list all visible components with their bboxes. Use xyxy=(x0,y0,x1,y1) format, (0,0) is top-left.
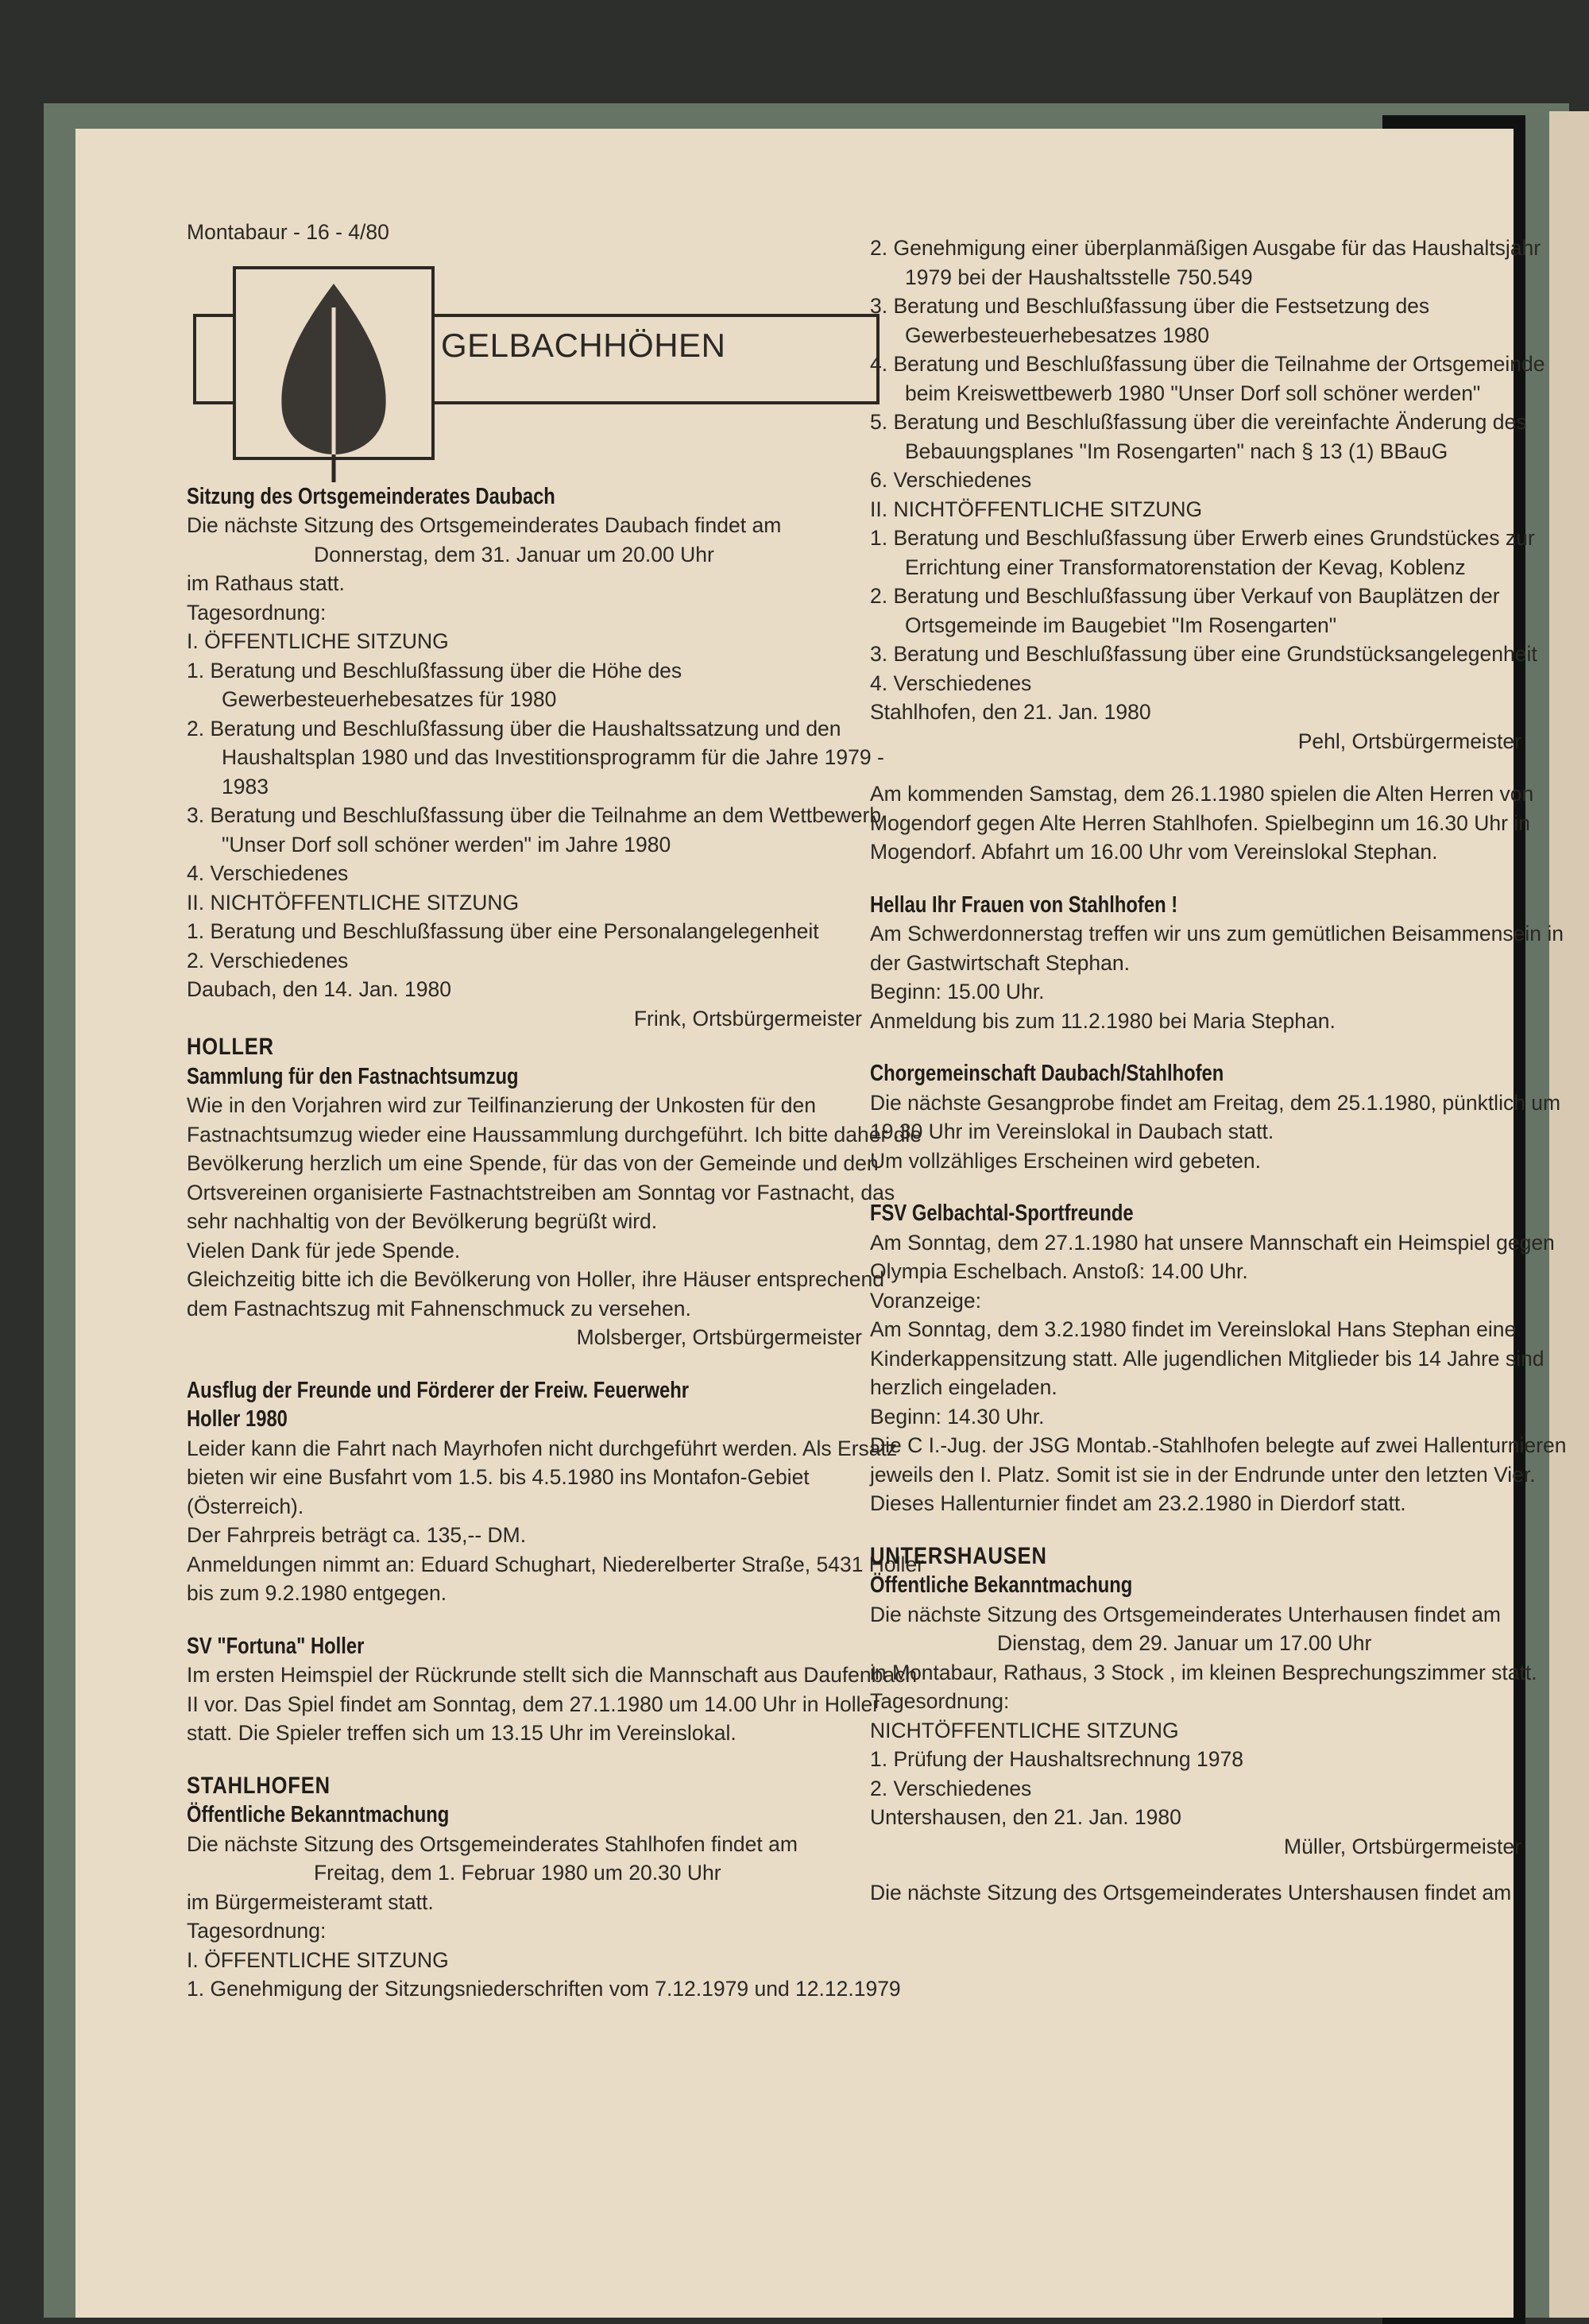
right-column xyxy=(870,234,1585,1908)
alte-herren-text: Am kommenden Samstag, dem 26.1.1980 spielen die Alten Herren von Mogendorf gegen Alte Herren Stahlhofen. Spielbeginn um 16.30 Uhr in Mogendorf. Abfahrt um 16.00 Uhr vom Vereinslokal Stephan. xyxy=(870,782,1534,864)
stahlhofen-heading: STAHLHOFEN xyxy=(187,1772,331,1799)
chor-heading: Chorgemeinschaft Daubach/Stahlhofen xyxy=(870,1061,1224,1086)
untershausen-subheading: Öffentliche Bekanntmachung xyxy=(870,1572,1133,1598)
daubach-place: im Rathaus statt. xyxy=(187,571,345,595)
stahlhofen-subheading: Öffentliche Bekanntmachung xyxy=(187,1802,450,1827)
stahlhofen-intro: Die nächste Sitzung des Ortsgemeinderates Stahlhofen findet am xyxy=(187,1831,798,1856)
list-item: 1. Beratung und Beschlußfassung über die Höhe des Gewerbesteuerhebesatzes für 1980 xyxy=(187,658,682,711)
frauen-registration: Anmeldung bis zum 11.2.1980 bei Maria Stephan. xyxy=(870,1008,1336,1033)
untershausen-next: Die nächste Sitzung des Ortsgemeinderates Untershausen findet am xyxy=(870,1881,1512,1904)
fortuna-heading: SV "Fortuna" Holler xyxy=(187,1633,365,1659)
list-item: 6. Verschiedenes xyxy=(870,468,1032,492)
list-item: 1. Beratung und Beschlußfassung über eine Personalangelegenheit xyxy=(187,919,819,943)
stahlhofen-date: Freitag, dem 1. Februar 1980 um 20.30 Uhr xyxy=(314,1861,721,1885)
list-item: 3. Beratung und Beschlußfassung über die Festsetzung des Gewerbesteuerhebesatzes 1980 xyxy=(870,294,1430,347)
fsv-heading: FSV Gelbachtal-Sportfreunde xyxy=(870,1201,1134,1226)
holler-text2: Gleichzeitig bitte ich die Bevölkerung von Holler, ihre Häuser entsprechend dem Fastnachtszug mit Fahnenschmuck zu versehen. xyxy=(187,1267,884,1321)
daubach-date: Donnerstag, dem 31. Januar um 20.00 Uhr xyxy=(314,542,714,566)
fsv-text2: Am Sonntag, dem 3.2.1980 findet im Vereinslokal Hans Stephan eine Kinderkappensitzung statt. Alle jugendlichen Mitglieder bis 14 Jahre sind herzlich eingeladen. xyxy=(870,1317,1545,1399)
untershausen-private: NICHTÖFFENTLICHE SITZUNG xyxy=(870,1718,1179,1742)
untershausen-intro: Die nächste Sitzung des Ortsgemeinderates Unterhausen findet am xyxy=(870,1602,1501,1626)
untershausen-place: in Montabaur, Rathaus, 3 Stock , im kleinen Besprechungszimmer statt. xyxy=(870,1660,1537,1684)
feuerwehr-heading2: Holler 1980 xyxy=(187,1406,288,1432)
daubach-heading: Sitzung des Ortsgemeinderates Daubach xyxy=(187,483,555,509)
holler-signature: Molsberger, Ortsbürgermeister xyxy=(576,1325,862,1349)
untershausen-signature: Müller, Ortsbürgermeister xyxy=(1284,1834,1521,1858)
list-item: 5. Beratung und Beschlußfassung über die vereinfachte Änderung des Bebauungsplanes "Im Rosengarten" nach § 13 (1) BBauG xyxy=(870,410,1527,463)
daubach-public: I. ÖFFENTLICHE SITZUNG xyxy=(187,629,449,653)
fsv-text: Am Sonntag, dem 27.1.1980 hat unsere Mannschaft ein Heimspiel gegen Olympia Eschelbach. Anstoß: 14.00 Uhr. xyxy=(870,1230,1555,1283)
daubach-place-date: Daubach, den 14. Jan. 1980 xyxy=(187,977,451,1001)
feuerwehr-registration: Anmeldungen nimmt an: Eduard Schughart, Niederelberter Straße, 5431 Holler bis zum 9.2.1980 entgegen. xyxy=(187,1552,925,1605)
daubach-agenda: Tagesordnung: xyxy=(187,600,327,625)
chor-text2: Um vollzähliges Erscheinen wird gebeten. xyxy=(870,1148,1261,1173)
holler-thanks: Vielen Dank für jede Spende. xyxy=(187,1238,461,1263)
list-item: 3. Beratung und Beschlußfassung über die Teilnahme an dem Wettbewerb "Unser Dorf soll schöner werden" im Jahre 1980 xyxy=(187,803,882,857)
list-item: 2. Beratung und Beschlußfassung über Verkauf von Bauplätzen der Ortsgemeinde im Baugebiet "Im Rosengarten" xyxy=(870,584,1500,637)
untershausen-agenda: Tagesordnung: xyxy=(870,1689,1010,1713)
list-item: 2. Verschiedenes xyxy=(870,1776,1032,1800)
stahlhofen-place-date: Stahlhofen, den 21. Jan. 1980 xyxy=(870,700,1151,724)
holler-text: Wie in den Vorjahren wird zur Teilfinanzierung der Unkosten für den Fastnachtsumzug wieder eine Haussammlung durchgeführt. Ich bitte daher die Bevölkerung herzlich um eine Spende, für das von der Gemeinde und den Ortsvereinen organisierte Fastnachtstreiben am Sonntag vor Fastnacht, das sehr nachhaltig von der Bevölkerung begrüßt wird. xyxy=(187,1093,922,1233)
masthead xyxy=(187,252,886,482)
list-item: 1. Genehmigung der Sitzungsniederschriften vom 7.12.1979 und 12.12.1979 xyxy=(187,1977,901,2001)
untershausen-place-date: Untershausen, den 21. Jan. 1980 xyxy=(870,1805,1181,1829)
fortuna-text: Im ersten Heimspiel der Rückrunde stellt sich die Mannschaft aus Daufenbach II vor. Das Spiel findet am Sonntag, dem 27.1.1980 um 14.00 Uhr in Holler statt. Die Spieler treffen sich um 13.15 Uhr im Vereinslokal. xyxy=(187,1663,918,1745)
daubach-signature: Frink, Ortsbürgermeister xyxy=(633,1006,862,1031)
feuerwehr-text: Leider kann die Fahrt nach Mayrhofen nicht durchgeführt werden. Als Ersatz bieten wir eine Busfahrt vom 1.5. bis 4.5.1980 ins Montafon-Gebiet (Österreich). xyxy=(187,1436,898,1518)
feuerwehr-heading: Ausflug der Freunde und Förderer der Freiw. Feuerwehr xyxy=(187,1377,690,1403)
stahlhofen-public: I. ÖFFENTLICHE SITZUNG xyxy=(187,1947,449,1972)
stahlhofen-private: II. NICHTÖFFENTLICHE SITZUNG xyxy=(870,497,1203,521)
fsv-text4: Dieses Hallenturnier findet am 23.2.1980 in Dierdorf statt. xyxy=(870,1491,1406,1515)
fsv-text3: Die C I.-Jug. der JSG Montab.-Stahlhofen belegte auf zwei Hallenturnieren jeweils den I. Platz. Somit ist sie in der Endrunde unter den letzten Vier. xyxy=(870,1433,1567,1487)
issue-line: Montabaur - 16 - 4/80 xyxy=(187,220,389,244)
stahlhofen-agenda: Tagesordnung: xyxy=(187,1919,327,1943)
daubach-private: II. NICHTÖFFENTLICHE SITZUNG xyxy=(187,890,520,915)
list-item: 2. Verschiedenes xyxy=(187,948,349,973)
newspaper-page xyxy=(75,129,1567,2318)
masthead-title: GELBACHHÖHEN xyxy=(441,326,726,364)
list-item: 4. Verschiedenes xyxy=(870,671,1032,695)
chor-text: Die nächste Gesangprobe findet am Freitag, dem 25.1.1980, pünktlich um 19.30 Uhr im Vereinslokal in Daubach statt. xyxy=(870,1090,1561,1143)
untershausen-date: Dienstag, dem 29. Januar um 17.00 Uhr xyxy=(997,1631,1372,1655)
stahlhofen-signature: Pehl, Ortsbürgermeister xyxy=(1297,729,1521,753)
holler-subheading: Sammlung für den Fastnachtsumzug xyxy=(187,1063,519,1089)
list-item: 1. Prüfung der Haushaltsrechnung 1978 xyxy=(870,1747,1243,1771)
feuerwehr-price: Der Fahrpreis beträgt ca. 135,-- DM. xyxy=(187,1523,527,1547)
untershausen-heading: UNTERSHAUSEN xyxy=(870,1542,1047,1569)
frauen-text: Am Schwerdonnerstag treffen wir uns zum gemütlichen Beisammensein in der Gastwirtschaft Stephan. xyxy=(870,922,1564,975)
list-item: 3. Beratung und Beschlußfassung über eine Grundstücksangelegenheit xyxy=(870,642,1537,666)
holler-heading: HOLLER xyxy=(187,1034,274,1060)
list-item: 4. Beratung und Beschlußfassung über die Teilnahme der Ortsgemeinde beim Kreiswettbewerb 1980 "Unser Dorf soll schöner werden" xyxy=(870,352,1545,405)
daubach-intro: Die nächste Sitzung des Ortsgemeinderates Daubach findet am xyxy=(187,513,782,537)
frauen-begin: Beginn: 15.00 Uhr. xyxy=(870,980,1045,1003)
list-item: 2. Genehmigung einer überplanmäßigen Ausgabe für das Haushaltsjahr 1979 bei der Haushaltsstelle 750.549 xyxy=(870,236,1541,289)
list-item: 4. Verschiedenes xyxy=(187,861,349,885)
left-column xyxy=(187,218,926,2004)
list-item: 1. Beratung und Beschlußfassung über Erwerb eines Grundstückes zur Errichtung einer Transformatorenstation der Kevag, Koblenz xyxy=(870,526,1535,579)
stahlhofen-place: im Bürgermeisteramt statt. xyxy=(187,1889,434,1914)
fsv-preview-label: Voranzeige: xyxy=(870,1288,981,1313)
frauen-heading: Hellau Ihr Frauen von Stahlhofen ! xyxy=(870,891,1178,918)
list-item: 2. Beratung und Beschlußfassung über die Haushaltssatzung und den Haushaltsplan 1980 und das Investitionsprogramm für die Jahre 1979 - 1983 xyxy=(187,716,884,799)
fsv-begin: Beginn: 14.30 Uhr. xyxy=(870,1404,1045,1429)
masthead-frame xyxy=(187,252,886,482)
